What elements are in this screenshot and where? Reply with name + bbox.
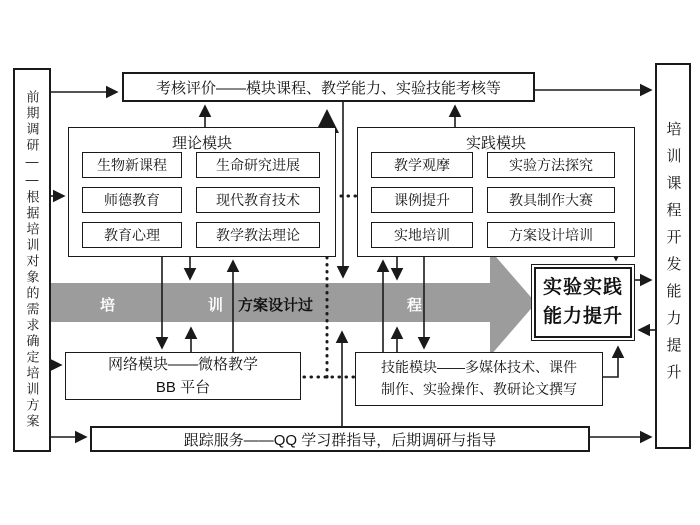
pre-survey-text: 前期调研——根据培训对象的需求确定培训方案 xyxy=(24,90,40,430)
process-band-arrowhead xyxy=(490,250,536,356)
band-label-4: 程 xyxy=(407,297,423,314)
practice-item-lesson-improve: 课例提升 xyxy=(371,187,473,213)
theory-item-life-research: 生命研究进展 xyxy=(196,152,320,178)
practice-item-method-inquiry: 实验方法探究 xyxy=(487,152,615,178)
outcome-line2: 能力提升 xyxy=(542,305,623,327)
skills-module xyxy=(355,352,603,406)
skills-module-line1: 技能模块——多媒体技术、课件 xyxy=(381,359,577,376)
band-label-1: 培 xyxy=(100,297,116,314)
course-development-panel xyxy=(655,63,691,449)
theory-module-title: 理论模块 xyxy=(171,135,232,152)
practice-module-title: 实践模块 xyxy=(465,135,526,152)
assessment-text: 考核评价——模块课程、教学能力、实验技能考核等 xyxy=(155,79,501,97)
theory-item-bio-course: 生物新课程 xyxy=(82,152,182,178)
arrow-skills-to-outcome xyxy=(603,347,618,377)
theory-item-edu-psychology: 教育心理 xyxy=(82,222,182,248)
practice-item-observation: 教学观摩 xyxy=(371,152,473,178)
course-development-text: 培训课程开发能力提升 xyxy=(664,121,682,391)
practice-item-teachingaid-contest: 教具制作大赛 xyxy=(487,187,615,213)
assessment-box xyxy=(122,72,535,102)
band-label-2: 训 xyxy=(208,297,224,314)
theory-item-ethics: 师德教育 xyxy=(82,187,182,213)
outcome-line1: 实验实践 xyxy=(542,277,623,298)
network-module-line1: 网络模块——微格教学 xyxy=(107,355,258,373)
practice-item-plan-design-training: 方案设计培训 xyxy=(487,222,615,248)
network-module xyxy=(65,352,301,400)
theory-item-pedagogy-theory: 教学教法理论 xyxy=(196,222,320,248)
band-label-3: 方案设计过 xyxy=(238,297,314,314)
tracking-box xyxy=(90,426,590,452)
practice-item-field-training: 实地培训 xyxy=(371,222,473,248)
tracking-text: 跟踪服务——QQ 学习群指导，后期调研与指导 xyxy=(183,431,497,449)
theory-item-modern-edu-tech: 现代教育技术 xyxy=(196,187,320,213)
skills-module-line2: 制作、实验操作、教研论文撰写 xyxy=(381,381,577,397)
outcome-box xyxy=(531,264,635,341)
pre-survey-panel xyxy=(13,68,51,452)
network-module-line2: BB 平台 xyxy=(155,379,211,396)
outcome-box-inner xyxy=(534,267,632,338)
